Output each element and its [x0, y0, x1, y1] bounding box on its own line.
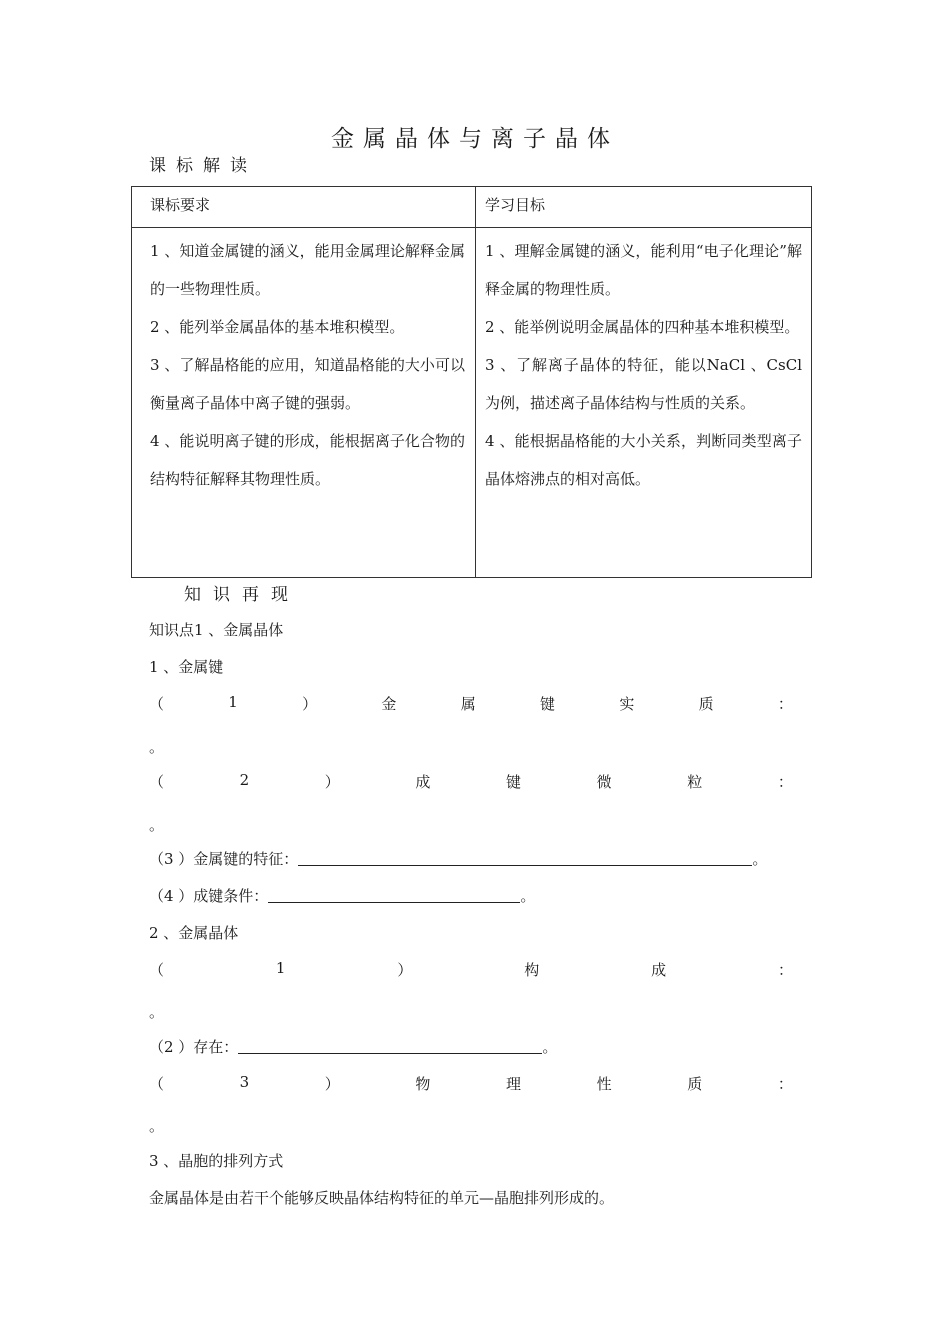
objectives-cell [476, 228, 812, 578]
question-1-1: （ 1 ） 金 属 键 实 质 ： [149, 693, 793, 713]
standards-table [131, 186, 812, 578]
requirement-item: 3 、了解晶格能的应用，知道晶格能的大小可以衡量离子晶体中离子键的强弱。 [150, 356, 465, 412]
requirement-item: 4 、能说明离子键的形成，能根据离子化合物的结构特征解释其物理性质。 [150, 432, 465, 488]
header-objectives: 学习目标 [476, 187, 812, 228]
question-1-4: （4 ）成键条件： 。 [149, 887, 536, 905]
end-mark: 。 [149, 1117, 165, 1135]
paragraph-unit-cell: 金属晶体是由若干个能够反映晶体结构特征的单元—晶胞排列形成的。 [149, 1189, 615, 1207]
answer-blank[interactable] [298, 850, 752, 866]
section-heading-standards: 课标解读 [149, 156, 257, 176]
objective-item: 1 、理解金属键的涵义，能利用“电子化理论”解释金属的物理性质。 [485, 242, 802, 298]
objective-item: 3 、了解离子晶体的特征，能以NaCl 、CsCl为例，描述离子晶体结构与性质的关系。 [485, 356, 802, 412]
requirement-item: 1 、知道金属键的涵义，能用金属理论解释金属的一些物理性质。 [150, 242, 465, 298]
question-2-3: （ 3 ） 物 理 性 质 ： [149, 1073, 793, 1093]
objective-item: 4 、能根据晶格能的大小关系，判断同类型离子晶体熔沸点的相对高低。 [485, 432, 802, 488]
objective-item: 2 、能举例说明金属晶体的四种基本堆积模型。 [485, 318, 800, 336]
question-1-3: （3 ）金属键的特征： 。 [149, 850, 768, 868]
page-title: 金属晶体与离子晶体 [331, 126, 619, 152]
end-mark: 。 [149, 816, 165, 834]
question-2-2: （2 ）存在： 。 [149, 1038, 558, 1056]
answer-blank[interactable] [268, 887, 520, 903]
end-mark: 。 [149, 1003, 165, 1021]
requirement-item: 2 、能列举金属晶体的基本堆积模型。 [150, 318, 405, 336]
section-heading-knowledge: 知识再现 [184, 585, 300, 605]
heading-metallic-crystal: 2 、金属晶体 [149, 924, 239, 942]
header-requirements: 课标要求 [132, 187, 476, 228]
question-1-2: （ 2 ） 成 键 微 粒 ： [149, 771, 793, 791]
answer-blank[interactable] [238, 1038, 542, 1054]
knowledge-point-1: 知识点1 、金属晶体 [149, 621, 284, 639]
question-2-1: （ 1 ） 构 成 ： [149, 959, 793, 979]
end-mark: 。 [149, 738, 165, 756]
heading-unit-cell: 3 、晶胞的排列方式 [149, 1152, 284, 1170]
requirements-cell [132, 228, 476, 578]
heading-metallic-bond: 1 、金属键 [149, 658, 224, 676]
